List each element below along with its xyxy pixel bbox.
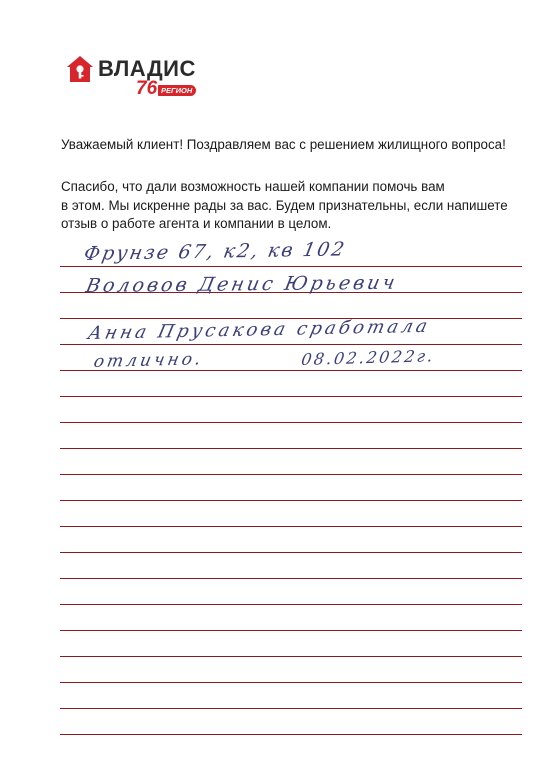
rule-line: [60, 448, 522, 449]
logo-company-name: ВЛАДИС: [98, 56, 196, 81]
rule-line: [60, 604, 522, 605]
handwritten-author: Воловов Денис Юрьевич: [84, 271, 400, 297]
rule-line: [60, 396, 522, 397]
house-key-icon: [66, 55, 94, 83]
handwritten-review-line1: Анна Прусакова сработала: [86, 315, 433, 344]
rule-line: [60, 734, 522, 735]
thanks-line: Спасибо, что дали возможность нашей компании помочь вам: [61, 179, 445, 194]
rule-line: [60, 474, 522, 475]
company-logo: [66, 52, 206, 102]
logo-region-badge: РЕГИОН: [158, 85, 196, 96]
rule-line: [60, 422, 522, 423]
thanks-paragraph: [61, 178, 531, 234]
logo-region-number: 76: [136, 78, 158, 99]
rule-line: [60, 682, 522, 683]
rule-line: [60, 708, 522, 709]
rule-line: [60, 500, 522, 501]
rule-line: [60, 344, 522, 345]
rule-line: [60, 526, 522, 527]
rule-line: [60, 656, 522, 657]
rule-line: [60, 578, 522, 579]
handwritten-address: Фрунзе 67, к2, кв 102: [82, 238, 349, 265]
thanks-line: в этом. Мы искренне рады за вас. Будем признательны, если напишете: [61, 197, 508, 213]
greeting-text: Уважаемый клиент! Поздравляем вас с решением жилищного вопроса!: [61, 137, 506, 152]
rule-line: [60, 630, 522, 631]
handwritten-date: 08.02.2022г.: [300, 346, 437, 369]
rule-line: [60, 552, 522, 553]
rule-line: [60, 266, 522, 267]
thanks-line: отзыв о работе агента и компании в целом.: [61, 216, 332, 231]
handwritten-review-line2: отлично.: [92, 349, 206, 372]
